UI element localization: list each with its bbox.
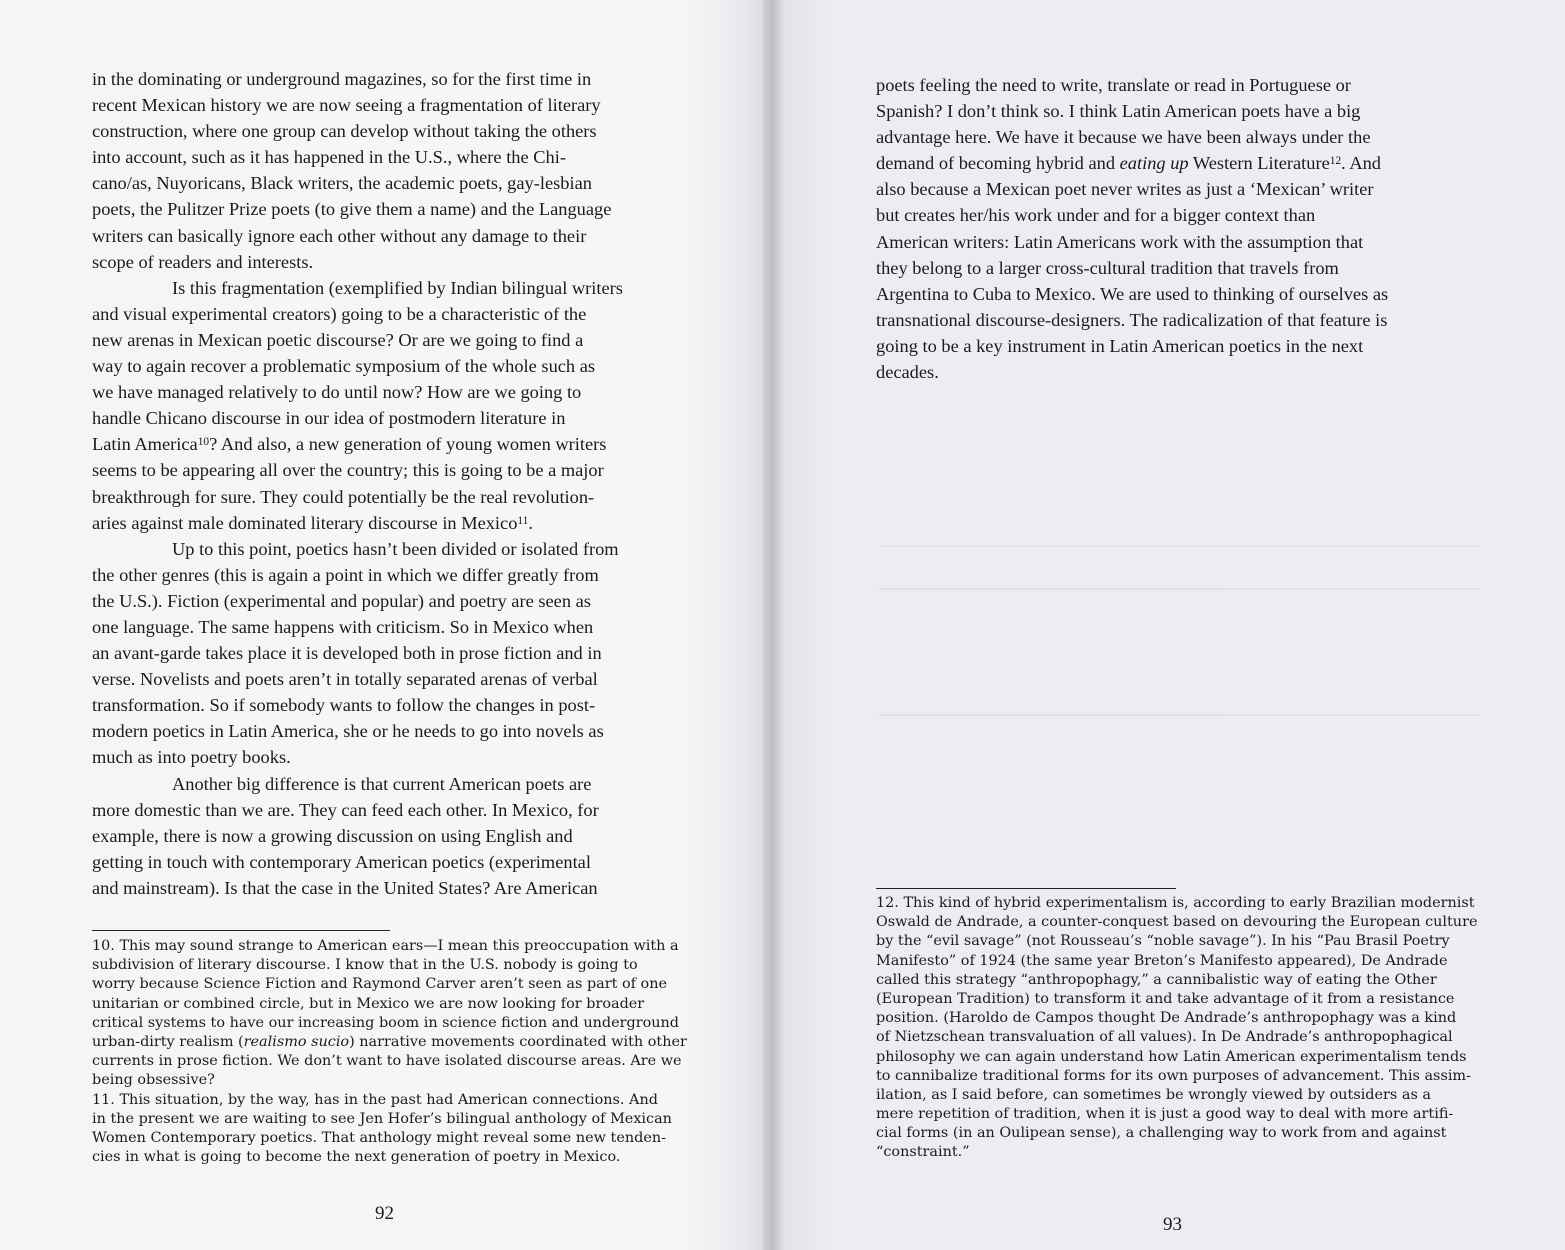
line-text: in the dominating or underground magazines, so for the first time in <box>92 69 592 89</box>
left-footnotes <box>92 937 686 1167</box>
body-line <box>92 275 686 301</box>
body-line <box>92 223 686 249</box>
body-line <box>92 196 686 222</box>
body-line <box>876 98 1466 124</box>
line-text: construction, where one group can develop without taking the others <box>92 121 597 142</box>
body-line <box>92 562 686 588</box>
footnote-line <box>92 1091 686 1110</box>
body-line <box>92 118 686 144</box>
line-text: seems to be appearing all over the country; this is going to be a major <box>92 460 604 481</box>
body-line <box>876 72 1466 98</box>
show-through-line <box>879 545 1479 547</box>
footnote-line <box>876 1067 1471 1086</box>
footnote-ref: 12 <box>1329 155 1342 168</box>
line-text: modern poetics in Latin America, she or he needs to go into novels as <box>92 721 604 742</box>
line-text: being obsessive? <box>92 1072 215 1089</box>
line-text: transnational discourse-designers. The radicalization of that feature is <box>876 309 1388 330</box>
line-text: Women Contemporary poetics. That anthology might reveal some new tenden- <box>92 1129 666 1146</box>
footnote-line <box>876 1028 1468 1047</box>
footnote-line <box>876 932 1468 951</box>
line-text: poets feeling the need to write, translate or read in Portuguese or <box>876 75 1351 95</box>
line-text: and visual experimental creators) going to be a characteristic of the <box>92 303 587 324</box>
footnote-line <box>92 995 686 1014</box>
line-text: recent Mexican history we are now seeing a fragmentation of literary <box>92 95 601 116</box>
line-text: going to be a key instrument in Latin American poetics in the next <box>876 335 1364 356</box>
line-text: writers can basically ignore each other without any damage to their <box>92 225 587 246</box>
line-text: to cannibalize traditional forms for its own purposes of advancement. This assim- <box>876 1067 1471 1084</box>
line-text: urban-dirty realism ( <box>92 1033 244 1050</box>
body-line <box>876 307 1466 333</box>
line-text: ilation, as I said before, can sometimes be wrongly viewed by outsiders as a <box>876 1086 1431 1103</box>
line-text: (European Tradition) to transform it and take advantage of it from a resistance <box>876 990 1455 1007</box>
body-line <box>876 255 1466 281</box>
italic-text: eating up <box>1119 153 1189 174</box>
line-text: aries against male dominated literary discourse in Mexico <box>92 512 518 533</box>
book-gutter <box>762 0 784 1250</box>
footnote-line <box>92 1014 686 1033</box>
line-text: American writers: Latin Americans work with the assumption that <box>876 231 1364 252</box>
body-line <box>92 614 686 640</box>
body-line <box>92 457 686 483</box>
body-line <box>92 588 686 614</box>
body-line <box>92 797 686 823</box>
footnote-line <box>92 1148 686 1167</box>
italic-text: realismo sucio <box>243 1033 350 1050</box>
body-line <box>92 875 686 901</box>
footnote-line <box>92 975 686 994</box>
footnote-line <box>92 1110 686 1129</box>
line-text: . And <box>1341 153 1381 174</box>
line-text: Another big difference is that current American poets are <box>172 773 592 794</box>
line-text: called this strategy “anthropophagy,” a cannibalistic way of eating the Other <box>876 971 1437 988</box>
line-text: poets, the Pulitzer Prize poets (to give them a name) and the Language <box>92 199 612 220</box>
line-text: Latin America <box>92 434 198 455</box>
body-line <box>92 249 686 275</box>
body-line <box>876 333 1466 359</box>
line-text: the other genres (this is again a point in which we differ greatly from <box>92 564 599 585</box>
body-line <box>92 405 686 431</box>
line-text: ) narrative movements coordinated with other <box>349 1033 687 1050</box>
line-text: Oswald de Andrade, a counter-conquest based on devouring the European culture <box>876 914 1478 931</box>
body-line <box>92 301 686 327</box>
body-line <box>92 431 686 457</box>
line-text: of Nietzschean transvaluation of all values). In De Andrade’s anthropophagical <box>876 1029 1453 1046</box>
body-line <box>92 692 686 718</box>
line-text: handle Chicano discourse in our idea of postmodern literature in <box>92 408 566 429</box>
footnote-line <box>876 1009 1468 1028</box>
left-page-number: 92 <box>375 1203 394 1224</box>
footnote-line <box>876 913 1478 932</box>
line-text: transformation. So if somebody wants to follow the changes in post- <box>92 695 596 716</box>
line-text: we have managed relatively to do until now? How are we going to <box>92 382 582 403</box>
body-line <box>92 718 686 744</box>
show-through-line <box>879 588 1479 590</box>
line-text: in the present we are waiting to see Jen Hofer’s bilingual anthology of Mexican <box>92 1110 672 1127</box>
line-text: into account, such as it has happened in the U.S., where the Chi- <box>92 147 566 168</box>
footnote-ref: 10 <box>197 436 210 449</box>
footnote-line <box>876 1086 1468 1105</box>
left-page <box>0 0 772 1250</box>
footnote-line <box>876 1143 1468 1162</box>
line-text: much as into poetry books. <box>92 747 291 768</box>
line-text: . <box>528 512 533 533</box>
body-line <box>92 92 686 118</box>
body-line <box>92 327 686 353</box>
line-text: they belong to a larger cross-cultural tradition that travels from <box>876 257 1339 278</box>
line-text: ? And also, a new generation of young women writers <box>209 434 607 455</box>
show-through-line <box>879 714 1479 716</box>
line-text: getting in touch with contemporary American poetics (experimental <box>92 851 591 872</box>
right-body-text <box>876 72 1466 385</box>
body-line <box>876 176 1466 202</box>
line-text: also because a Mexican poet never writes as just a ‘Mexican’ writer <box>876 179 1374 200</box>
line-text: position. (Haroldo de Campos thought De Andrade’s anthropophagy was a kind <box>876 1010 1457 1027</box>
line-text: verse. Novelists and poets aren’t in totally separated arenas of verbal <box>92 669 598 690</box>
body-line <box>92 744 686 770</box>
line-text: mere repetition of tradition, when it is just a good way to deal with more artifi- <box>876 1106 1454 1123</box>
line-text: Argentina to Cuba to Mexico. We are used to thinking of ourselves as <box>876 283 1389 304</box>
footnote-line <box>876 1105 1468 1124</box>
line-text: demand of becoming hybrid and <box>876 153 1120 174</box>
body-line <box>92 849 686 875</box>
left-body-text <box>92 66 686 901</box>
body-line <box>92 484 686 510</box>
line-text: example, there is now a growing discussion on using English and <box>92 825 573 846</box>
body-line <box>92 771 686 797</box>
right-footnote-rule <box>876 888 1176 889</box>
body-line <box>92 379 686 405</box>
line-text: breakthrough for sure. They could potentially be the real revolution- <box>92 486 595 507</box>
body-line <box>876 229 1466 255</box>
right-page <box>784 0 1565 1250</box>
footnote-line <box>92 1052 686 1071</box>
body-line <box>876 124 1466 150</box>
line-text: an avant-garde takes place it is developed both in prose fiction and in <box>92 643 602 664</box>
line-text: subdivision of literary discourse. I know that in the U.S. nobody is going to <box>92 957 638 974</box>
footnote-line <box>92 1129 686 1148</box>
body-line <box>876 150 1466 176</box>
line-text: Manifesto” of 1924 (the same year Breton’s Manifesto appeared), De Andrade <box>876 952 1448 969</box>
body-line <box>92 353 686 379</box>
body-line <box>876 359 1466 385</box>
body-line <box>92 823 686 849</box>
line-text: cial forms (in an Oulipean sense), a challenging way to work from and against <box>876 1125 1447 1142</box>
line-text: worry because Science Fiction and Raymond Carver aren’t seen as part of one <box>92 976 668 993</box>
line-text: “constraint.” <box>876 1144 970 1161</box>
line-text: 11. This situation, by the way, has in the past had American connections. And <box>92 1091 658 1108</box>
footnote-line <box>876 952 1468 971</box>
footnote-line <box>876 971 1468 990</box>
footnote-line <box>876 1124 1468 1143</box>
line-text: scope of readers and interests. <box>92 251 314 272</box>
body-line <box>876 202 1466 228</box>
line-text: one language. The same happens with criticism. So in Mexico when <box>92 616 594 637</box>
line-text: cano/as, Nuyoricans, Black writers, the academic poets, gay-lesbian <box>92 173 592 194</box>
right-footnotes <box>876 894 1478 1163</box>
body-line <box>92 536 686 562</box>
body-line <box>92 66 686 92</box>
body-line <box>92 666 686 692</box>
line-text: currents in prose fiction. We don’t want to have isolated discourse areas. Are we <box>92 1053 682 1070</box>
line-text: the U.S.). Fiction (experimental and popular) and poetry are seen as <box>92 590 591 611</box>
right-page-number: 93 <box>1163 1214 1182 1235</box>
line-text: unitarian or combined circle, but in Mexico we are now looking for broader <box>92 995 645 1012</box>
line-text: Is this fragmentation (exemplified by Indian bilingual writers <box>172 277 623 298</box>
line-text: Western Literature <box>1188 153 1330 174</box>
line-text: philosophy we can again understand how Latin American experimentalism tends <box>876 1048 1467 1065</box>
line-text: and mainstream). Is that the case in the United States? Are American <box>92 877 598 898</box>
line-text: way to again recover a problematic symposium of the whole such as <box>92 356 596 377</box>
body-line <box>92 170 686 196</box>
footnote-line <box>876 1048 1468 1067</box>
line-text: Up to this point, poetics hasn’t been divided or isolated from <box>172 538 619 559</box>
footnote-line <box>92 937 686 956</box>
footnote-line <box>92 956 686 975</box>
line-text: by the “evil savage” (not Rousseau’s “noble savage”). In his “Pau Brasil Poetry <box>876 933 1450 950</box>
line-text: critical systems to have our increasing boom in science fiction and underground <box>92 1014 679 1031</box>
line-text: decades. <box>876 362 939 383</box>
line-text: more domestic than we are. They can feed each other. In Mexico, for <box>92 799 599 820</box>
footnote-line <box>876 990 1468 1009</box>
line-text: cies in what is going to become the next generation of poetry in Mexico. <box>92 1149 621 1166</box>
body-line <box>92 144 686 170</box>
line-text: new arenas in Mexican poetic discourse? Or are we going to find a <box>92 329 584 350</box>
line-text: advantage here. We have it because we have been always under the <box>876 127 1371 148</box>
footnote-line <box>876 894 1475 913</box>
line-text: Spanish? I don’t think so. I think Latin American poets have a big <box>876 101 1361 122</box>
line-text: 10. This may sound strange to American ears—I mean this preoccupation with a <box>92 938 679 954</box>
footnote-line <box>92 1071 686 1090</box>
footnote-line <box>92 1033 686 1052</box>
footnote-ref: 11 <box>517 514 529 527</box>
left-footnote-rule <box>92 930 390 931</box>
line-text: but creates her/his work under and for a bigger context than <box>876 205 1316 226</box>
line-text: 12. This kind of hybrid experimentalism is, according to early Brazilian modernist <box>876 895 1475 911</box>
body-line <box>92 510 686 536</box>
body-line <box>876 281 1466 307</box>
body-line <box>92 640 686 666</box>
